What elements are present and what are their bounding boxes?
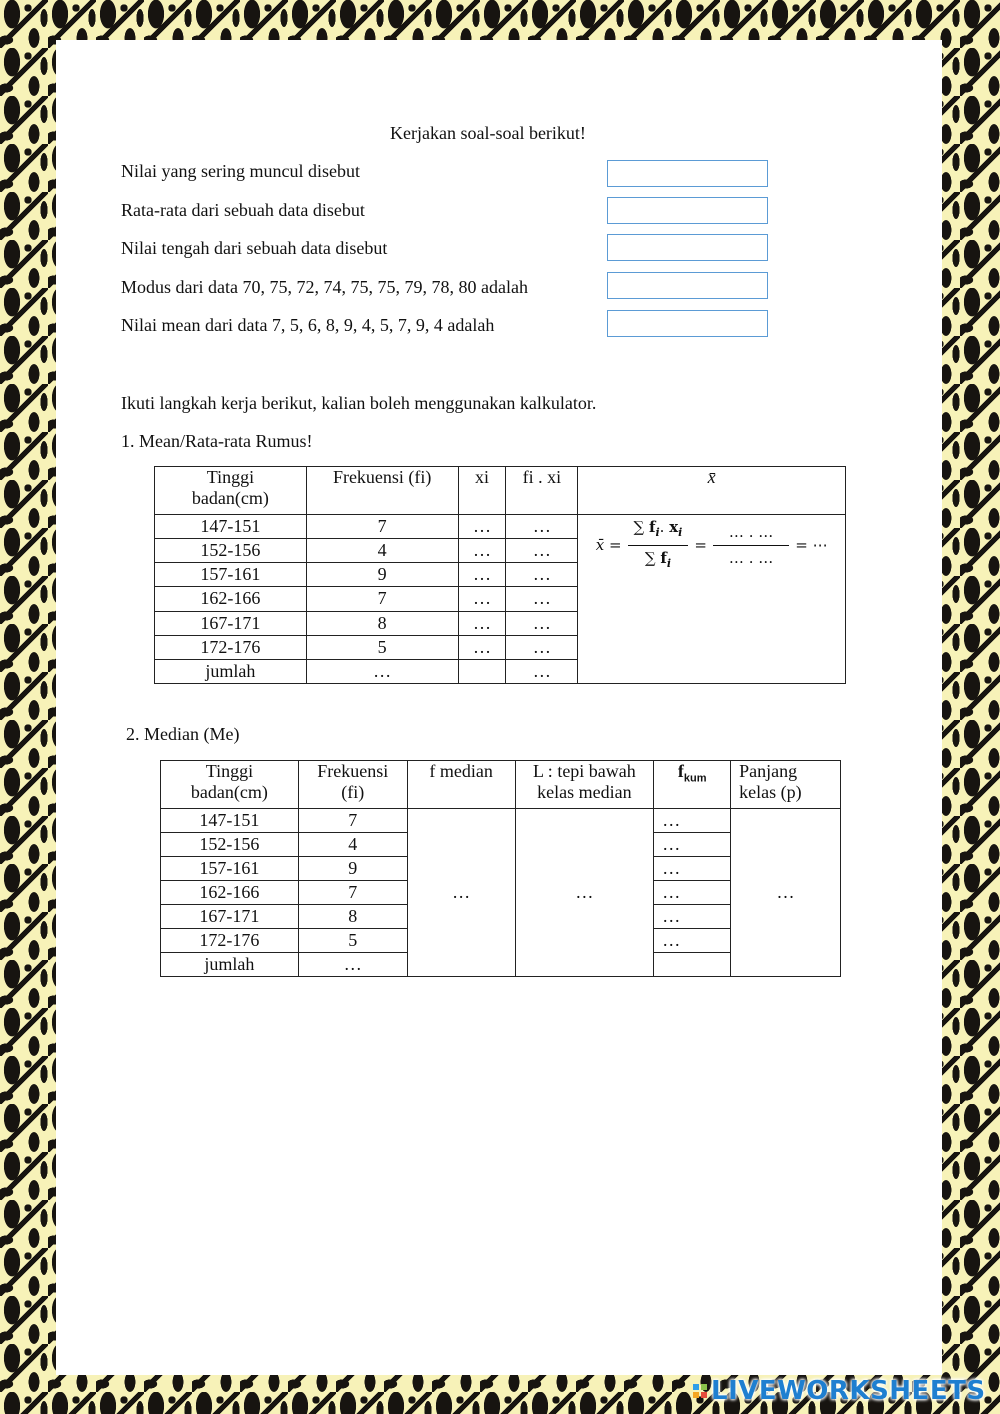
median-table-header [161,761,841,809]
row-range: 162-166 [155,587,307,611]
total-frequency-blank[interactable]: … [298,953,407,977]
row-fixi-blank[interactable]: … [506,611,578,635]
header-fixi: fi . xi [506,467,578,515]
header-panjang-kelas: Panjang kelas (p) [731,761,841,809]
row-range: 157-161 [155,563,307,587]
header-frekuensi: Frekuensi (fi) [306,467,458,515]
row-xi-blank[interactable]: … [458,635,506,659]
header-xbar: x̄ [578,467,846,515]
header-xi: xi [458,467,506,515]
header-frekuensi: Frekuensi (fi) [298,761,407,809]
header-tinggi: Tinggi badan(cm) [161,761,299,809]
row-fixi-blank[interactable]: … [506,515,578,539]
mean-table-header [155,467,846,515]
mean-formula [578,517,845,574]
liveworksheets-logo [693,1378,986,1404]
row-range: 147-151 [155,515,307,539]
row-fkum-blank[interactable]: … [654,809,731,833]
liveworksheets-logo-icon [693,1384,707,1398]
tepi-bawah-blank[interactable]: … [515,809,654,977]
steps-intro: Ikuti langkah kerja berikut, kalian boleh menggunakan kalkulator. [121,393,597,413]
row-frequency: 9 [306,563,458,587]
row-fkum-blank[interactable]: … [654,905,731,929]
answer-input-4[interactable] [607,272,768,299]
row-range: 172-176 [155,635,307,659]
row-xi-blank[interactable]: … [458,611,506,635]
row-frequency: 4 [306,539,458,563]
row-range: 152-156 [161,833,299,857]
formula-result[interactable]: = ⋯ [795,536,828,554]
mean-table [154,466,846,684]
row-range: 167-171 [161,905,299,929]
row-frequency: 8 [306,611,458,635]
row-fkum-blank[interactable]: … [654,857,731,881]
question-1-text: Nilai yang sering muncul disebut [121,161,360,181]
row-frequency: 7 [306,515,458,539]
row-fkum-blank[interactable]: … [654,929,731,953]
header-fmedian: f median [407,761,515,809]
header-fkum: $f_{kum}$ [654,761,731,809]
row-frequency: 9 [298,857,407,881]
total-label: jumlah [161,953,299,977]
question-5-text: Nilai mean dari data 7, 5, 6, 8, 9, 4, 5, 7, 9, 4 adalah [121,315,495,335]
row-frequency: 5 [306,635,458,659]
row-xi-blank[interactable]: … [458,563,506,587]
row-xi-blank[interactable]: … [458,539,506,563]
instruction-heading: Kerjakan soal-soal berikut! [390,123,586,143]
row-xi-blank[interactable]: … [458,515,506,539]
total-fixi-blank[interactable]: … [506,659,578,683]
formula-lhs: x̄ = [595,536,622,554]
row-range: 167-171 [155,611,307,635]
answer-input-1[interactable] [607,160,768,187]
total-frequency-blank[interactable]: … [306,659,458,683]
row-frequency: 4 [298,833,407,857]
row-frequency: 5 [298,929,407,953]
row-range: 157-161 [161,857,299,881]
row-fixi-blank[interactable]: … [506,587,578,611]
median-table [160,760,841,977]
panjang-kelas-blank[interactable]: … [731,809,841,977]
table-row [161,809,841,833]
row-frequency: 7 [306,587,458,611]
median-section-title: 2. Median (Me) [126,724,240,744]
formula-fraction-2[interactable]: $\frac{\dots . \dots}{\dots . \dots}$ [713,522,789,569]
answer-input-5[interactable] [607,310,768,337]
row-range: 172-176 [161,929,299,953]
mean-formula-cell [578,515,846,684]
formula-equals-1: = [694,536,707,554]
question-3-text: Nilai tengah dari sebuah data disebut [121,238,388,258]
row-fkum-blank[interactable]: … [654,833,731,857]
row-xi-blank[interactable]: … [458,587,506,611]
total-label: jumlah [155,659,307,683]
mean-section-title: 1. Mean/Rata-rata Rumus! [121,431,313,451]
row-range: 162-166 [161,881,299,905]
row-fkum-blank[interactable]: … [654,881,731,905]
header-tinggi: Tinggi badan(cm) [155,467,307,515]
total-fkum [654,953,731,977]
table-row [155,515,846,539]
row-frequency: 7 [298,881,407,905]
answer-input-2[interactable] [607,197,768,224]
question-4-text: Modus dari data 70, 75, 72, 74, 75, 75, 79, 78, 80 adalah [121,277,528,297]
row-frequency: 8 [298,905,407,929]
formula-fraction-1: $\frac{\sum f_i. x_i}{\sum f_i}$ [628,517,689,574]
question-2-text: Rata-rata dari sebuah data disebut [121,200,365,220]
total-xi [458,659,506,683]
liveworksheets-brand-text: LIVEWORKSHEETS [711,1376,986,1406]
row-fixi-blank[interactable]: … [506,635,578,659]
row-frequency: 7 [298,809,407,833]
row-range: 152-156 [155,539,307,563]
header-tepi-bawah: L : tepi bawah kelas median [515,761,654,809]
row-fixi-blank[interactable]: … [506,539,578,563]
row-range: 147-151 [161,809,299,833]
row-fixi-blank[interactable]: … [506,563,578,587]
answer-input-3[interactable] [607,234,768,261]
fmedian-blank[interactable]: … [407,809,515,977]
